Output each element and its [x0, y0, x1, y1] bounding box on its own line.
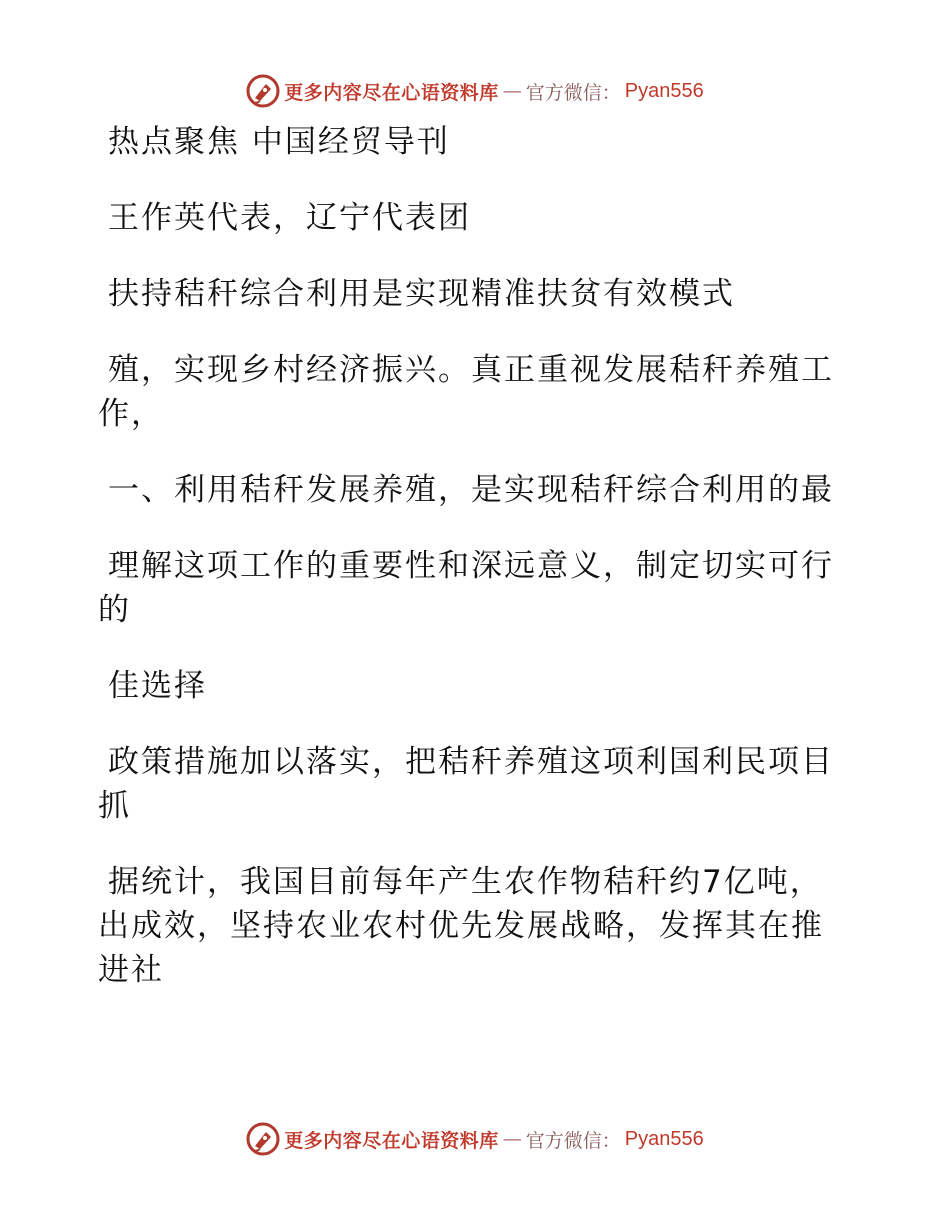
paragraph-2: 王作英代表，辽宁代表团	[108, 200, 471, 236]
footer-watermark-content	[246, 1122, 704, 1156]
paragraph-1: 热点聚焦 中国经贸导刊	[108, 124, 450, 160]
header-watermark-banner	[0, 71, 950, 111]
header-watermark-sub-text: 官方微信：	[525, 81, 621, 104]
header-watermark-content	[246, 74, 704, 108]
document-body	[98, 120, 838, 1024]
pen-nib-logo-icon	[246, 74, 280, 108]
footer-watermark-banner	[0, 1119, 950, 1159]
header-watermark-dash: —	[502, 80, 522, 102]
paragraph-5: 一、利用秸秆发展养殖，是实现秸秆综合利用的最	[108, 472, 834, 508]
paragraph-4: 殖，实现乡村经济振兴。真正重视发展秸秆养殖工作，	[98, 352, 834, 432]
footer-watermark-dash: —	[502, 1128, 522, 1150]
paragraph-3: 扶持秸秆综合利用是实现精准扶贫有效模式	[108, 276, 735, 312]
pen-nib-logo-icon	[246, 1122, 280, 1156]
header-watermark-id: Pyan556	[624, 79, 704, 102]
footer-watermark-main-text: 更多内容尽在心语资料库	[284, 1129, 499, 1152]
paragraph-6: 理解这项工作的重要性和深远意义，制定切实可行的	[98, 548, 834, 628]
footer-watermark-id: Pyan556	[624, 1127, 704, 1150]
footer-watermark-sub-text: 官方微信：	[525, 1129, 621, 1152]
header-watermark-main-text: 更多内容尽在心语资料库	[284, 81, 499, 104]
paragraph-8: 政策措施加以落实，把秸秆养殖这项利国利民项目抓	[98, 744, 834, 824]
paragraph-9: 据统计，我国目前每年产生农作物秸秆约7亿吨， 出成效，坚持农业农村优先发展战略，发挥其在推进社	[98, 864, 824, 988]
paragraph-7: 佳选择	[108, 668, 207, 704]
